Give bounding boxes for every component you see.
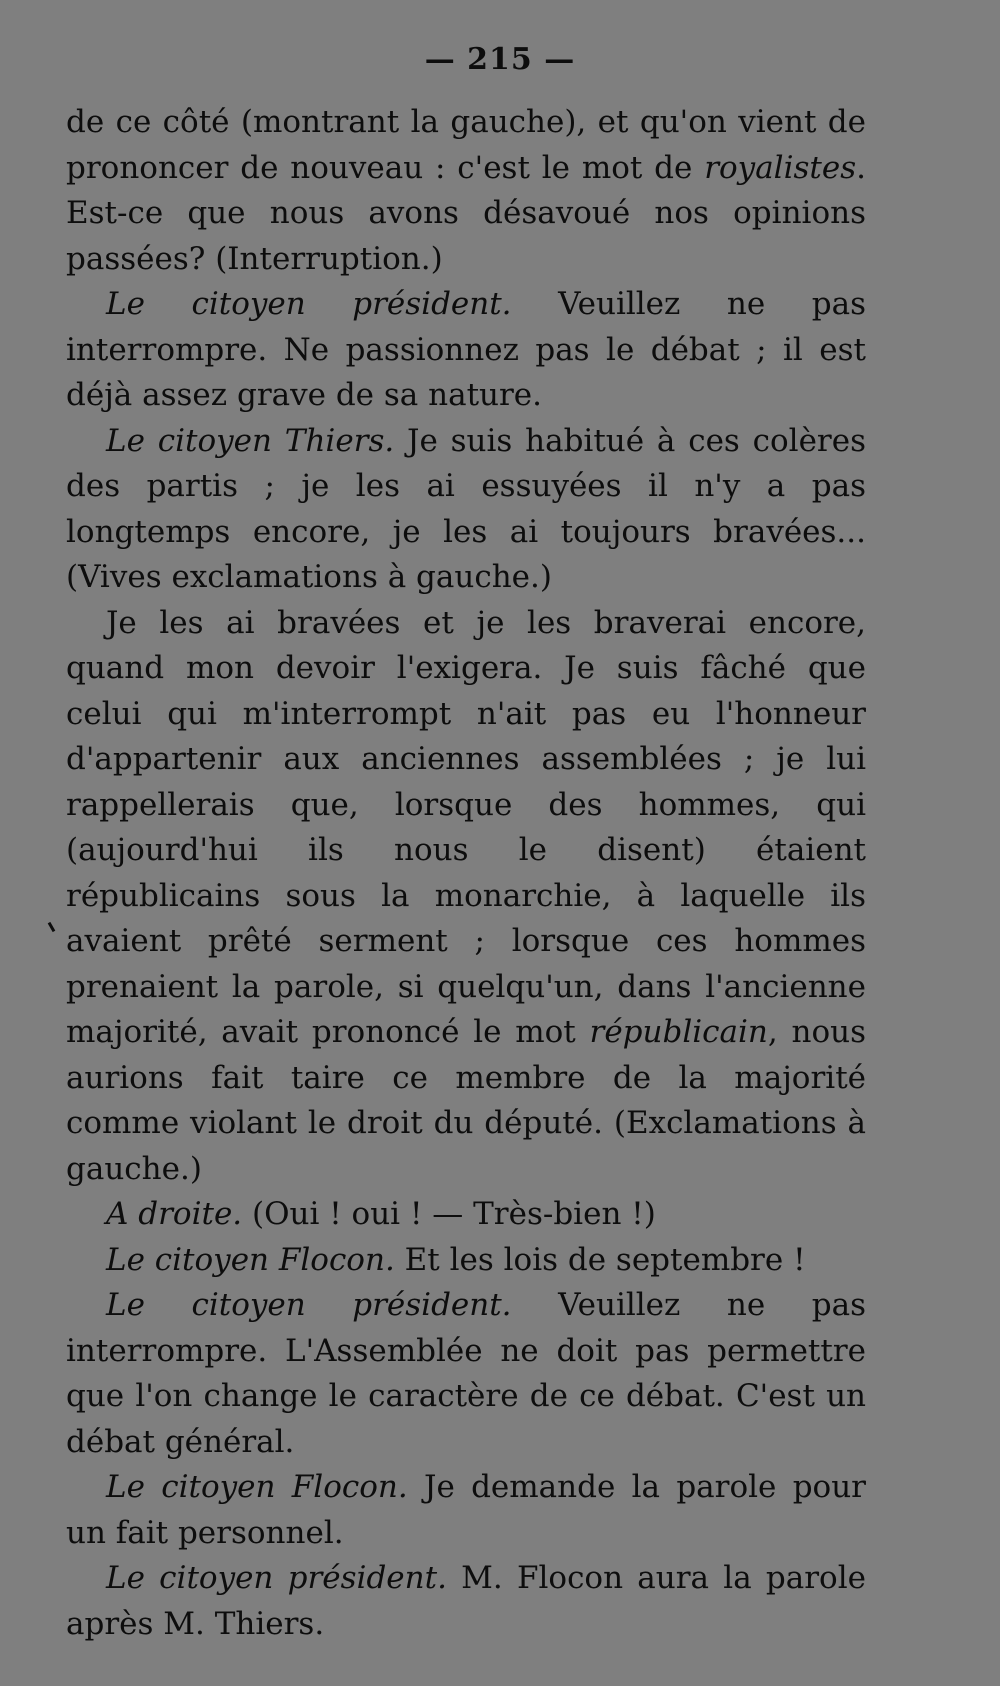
speaker-name: Le citoyen président. [106, 1287, 512, 1323]
paragraph-thiers-continued [66, 601, 866, 1193]
paragraph-text: Et les lois de septembre ! [394, 1241, 806, 1278]
paragraph-text: (Oui ! oui ! — Très-bien !) [242, 1196, 656, 1232]
margin-mark [48, 922, 56, 932]
page-number: — 215 — [424, 42, 576, 77]
paragraph-text: Veuillez ne pas interrompre. L'Assemblée ne doit pas permettre que l'on change le caractère de ce débat. C'est un débat général. [66, 1287, 866, 1460]
speaker-name: Le citoyen président. [106, 286, 512, 322]
emphasis-text: royalistes [704, 149, 857, 186]
speaker-name: Le citoyen Flocon. [106, 1469, 408, 1505]
paragraph-text: Je suis habitué à ces colères des partis ; je les ai essuyées il n'y a pas longtemps encore, je les ai toujours bravées... (Vives exclamations à gauche.) [66, 422, 866, 595]
paragraph-text: Je demande la parole pour un fait personnel. [66, 1469, 866, 1551]
paragraph-text: Je les ai bravées et je les braverai encore, quand mon devoir l'exigera. Je suis fâché que celui qui m'interrompt n'ait pas eu l'honneur d'appartenir aux anciennes assemblées ; je lui rappellerais que, lorsque des hommes, qui (aujourd'hui ils nous le disent) étaient républicains sous la monarchie, à laquelle ils avaient prêté serment ; lorsque ces hommes prenaient la parole, si quelqu'un, dans l'ancienne majorité, avait prononcé le mot [66, 604, 866, 1050]
paragraph-text-after: , nous aurions fait taire ce membre de la majorité comme violant le droit du député. (Exclamations à gauche.) [66, 1014, 866, 1187]
speaker-name: Le citoyen Thiers. [106, 422, 395, 459]
speaker-name: Le citoyen Flocon. [106, 1241, 395, 1278]
paragraph-president-2 [66, 1283, 866, 1465]
paragraph-text: Veuillez ne pas interrompre. Ne passionnez pas le débat ; il est déjà assez grave de sa nature. [66, 286, 866, 413]
speaker-name: A droite. [106, 1196, 243, 1232]
paragraph-president-1 [66, 282, 866, 419]
paragraph-a-droite [66, 1192, 866, 1238]
paragraph-text: de ce côté (montrant la gauche), et qu'on vient de prononcer de nouveau : c'est le mot de [66, 104, 866, 186]
paragraph-flocon-2 [66, 1465, 866, 1556]
paragraph-continuation [66, 100, 866, 282]
page-body [66, 100, 866, 1647]
paragraph-text: M. Flocon aura la parole après M. Thiers. [66, 1560, 866, 1642]
paragraph-thiers [66, 419, 866, 601]
paragraph-flocon-1 [66, 1238, 866, 1284]
paragraph-president-3 [66, 1556, 866, 1647]
speaker-name: Le citoyen président. [106, 1560, 447, 1596]
emphasis-text: républicain [589, 1014, 768, 1050]
paragraph-text-after: . Est-ce que nous avons désavoué nos opinions passées? (Interruption.) [66, 149, 866, 277]
